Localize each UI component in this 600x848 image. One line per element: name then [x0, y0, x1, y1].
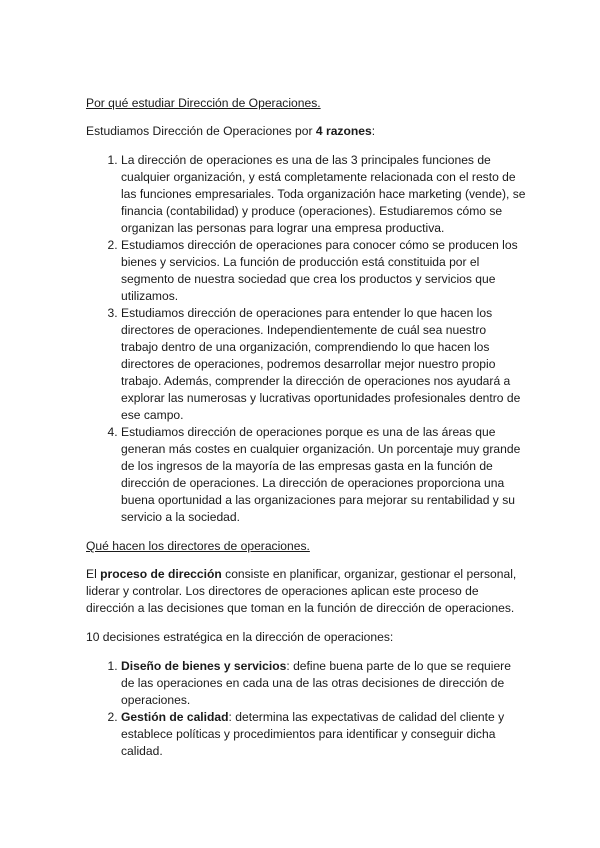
- document-page: [86, 95, 526, 772]
- reasons-list: [86, 152, 526, 526]
- list-item: [121, 709, 526, 760]
- list-item: 2. Estudiamos dirección de operaciones para conocer cómo se producen los bienes y servicios. La función de producción está constituida por el segmento de nuestra sociedad que crea los productos y servicios que utilizamos.: [121, 237, 526, 305]
- decision-term: Gestión de calidad: [121, 710, 229, 724]
- decision-text: : determina las expectativas de calidad del cliente y establece políticas y procedimientos para identificar y conseguir dicha calidad.: [121, 710, 505, 758]
- intro-text: Estudiamos Dirección de Operaciones por: [86, 124, 316, 138]
- list-item: 4. Estudiamos dirección de operaciones porque es una de las áreas que generan más costes en cualquier organización. Un porcentaje muy grande de los ingresos de la mayoría de las empresas gasta en la función de dirección de operaciones. La dirección de operaciones proporciona una buena oportunidad a las organizaciones para mejorar su rentabilidad y su servicio a la sociedad.: [121, 424, 526, 526]
- decisions-list: [86, 658, 526, 760]
- decision-text: : define buena parte de lo que se requiere de las operaciones en cada una de las otras decisiones de dirección de operaciones.: [121, 659, 511, 707]
- decisions-intro: 10 decisiones estratégica en la dirección de operaciones:: [86, 630, 394, 644]
- management-process-paragraph: [86, 566, 526, 617]
- list-item: 1. La dirección de operaciones es una de las 3 principales funciones de cualquier organización, y está completamente relacionada con el resto de las funciones empresariales. Toda organización hace marketing (vende), se financia (contabilidad) y produce (operaciones). Estudiaremos cómo se organizan las personas para lograr una empresa productiva.: [121, 152, 526, 237]
- section-heading-what-directors-do: Qué hacen los directores de operaciones.: [86, 539, 310, 553]
- para-text-start: El: [86, 567, 101, 581]
- list-item: 3. Estudiamos dirección de operaciones para entender lo que hacen los directores de operaciones. Independientemente de cuál sea nuestro trabajo dentro de una organización, comprendiendo lo que hacen los directores de operaciones, podremos desarrollar mejor nuestro propio trabajo. Además, comprender la dirección de operaciones nos ayudará a explorar las numerosas y lucrativas oportunidades profesionales dentro de ese campo.: [121, 305, 526, 424]
- section-heading-why-study: Por qué estudiar Dirección de Operaciones.: [86, 96, 321, 110]
- intro-paragraph: [86, 123, 526, 140]
- decision-term: Diseño de bienes y servicios: [121, 659, 287, 673]
- intro-colon: :: [371, 124, 376, 138]
- para-text-end: consiste en planificar, organizar, gestionar el personal, liderar y controlar. Los directores de operaciones aplican este proceso de dirección a las decisiones que toman en la función de dirección de operaciones.: [86, 567, 517, 615]
- list-item: [121, 658, 526, 709]
- para-bold-term: proceso de dirección: [100, 567, 222, 581]
- intro-bold: 4 razones: [315, 124, 372, 138]
